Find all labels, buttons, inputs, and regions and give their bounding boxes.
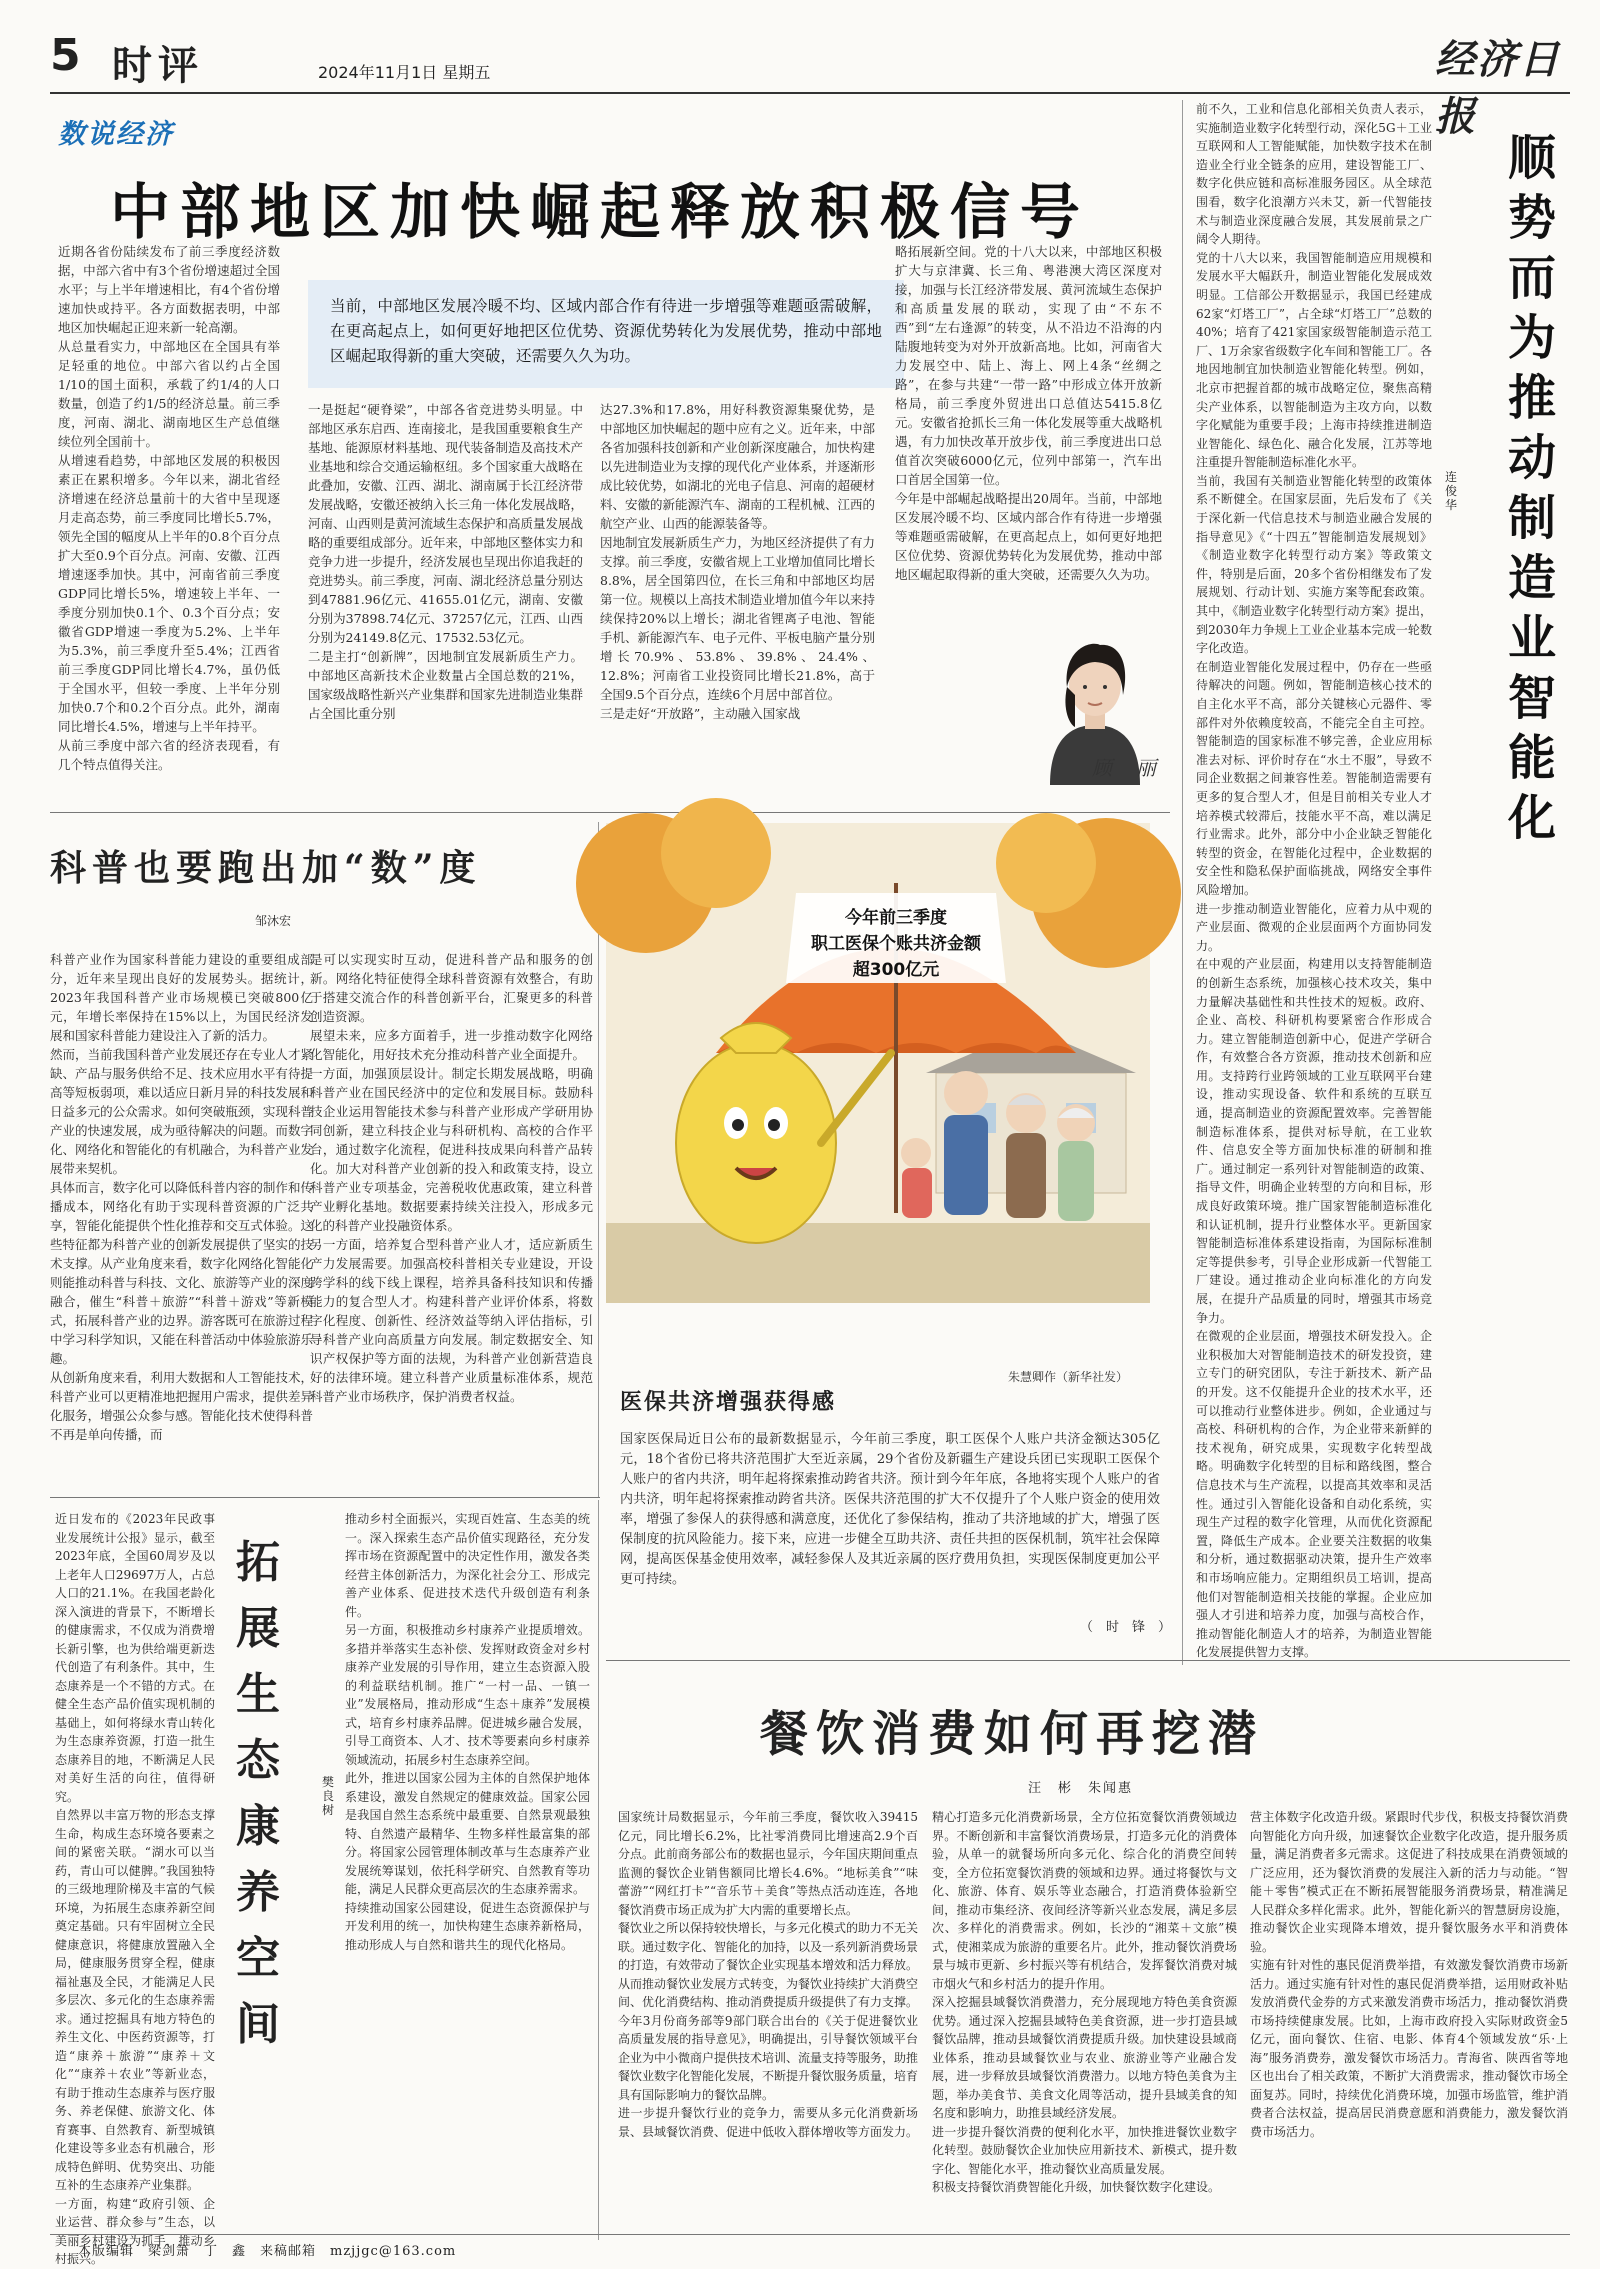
science-headline: 科普也要跑出加“数”度: [50, 847, 482, 889]
health-headline: 拓展生态康养空间: [236, 1537, 280, 2050]
footer-editors: 本版编辑 梁剑箫 丁 鑫 来稿邮箱 mzjjgc@163.com: [78, 2244, 457, 2259]
section-title: 时评: [112, 42, 204, 89]
science-author: 邹沐宏: [255, 914, 292, 928]
lead-signature: 顾 丽: [1092, 756, 1158, 780]
health-column-1: 近日发布的《2023年民政事业发展统计公报》显示，截至2023年底，全国60周岁及以上老年人口29697万人，占总人口的21.1%。在我国老龄化深入演进的背景下，不断增长的健康需求，不仅成为消费增长新引擎，也为供给端更新迭代创造了有利条件。其中，生态康养是一个不错的方式。在健全生态产品价值实现机制的基础上，如何将绿水青山转化为生态康养资源，打造一批生态康养目的地，不断满足人民对美好生活的向往，值得研究。 自然界以丰富万物的形态支撑生命，构成生态环境各要素之间的紧密关联。“湖水可以当药，青山可以健脾。”我国独特的三级地理阶梯及丰富的气候环境，为拓展生态康养新空间奠定基础。只有牢固树立全民健康意识，将健康放置融入全局，健康服务贯穿全程，健康福祉惠及全民，才能满足人民多层次、多元化的生态康养需求。通过挖掘具有地方特色的养生文化、中医药资源等，打造“康养＋旅游”“康养＋文化”“康养＋农业”等新业态，有助于推动生态康养与医疗服务、养老保健、旅游文化、体育赛事、自然教育、新型城镇化建设等多业态有机融合，形成特色鲜明、优势突出、功能互补的生态康养产业集群。 一方面，构建“政府引领、企业运营、群众参与”生态，以美丽乡村建设为抓手，推动乡村振兴。: [55, 1512, 215, 2266]
manufacturing-headline: 顺势而为推动制造业智能化: [1507, 130, 1556, 846]
section-divider: [606, 1660, 1570, 1661]
science-column-2: 是可以实现实时互动，促进科普产品和服务的创新。网络化特征使得全球科普资源有效整合，有助于搭建交流合作的科普创新平台，汇聚更多的科普创造资源。 展望未来，应多方面着手，进一步推动数字化网络化智能化，用好技术充分推动科普产业全面提升。 一方面，加强顶层设计。制定长期发展战略，明确科普产业在国民经济中的定位和发展目标。鼓励科技企业运用智能技术参与科普产业形成产学研用协同创新，建立科技企业与科研机构、高校的合作平台，通过数字化流程，促进科技成果向科普产品转化。加大对科普产业创新的投入和政策支持，设立科普产业专项基金，完善税收优惠政策，建立科普产业孵化基地。数据要素持续关注投入，形成多元化的科普产业投融资体系。 另一方面，培养复合型科普产业人才，适应新质生产力发展需要。加强高校科普相关专业建设，开设跨学科的线下线上课程，培养具备科技知识和传播能力的复合型人才。构建科普产业评价体系，将数字化程度、创新性、经济效益等纳入评估指标，引导科普产业向高质量方向发展。制定数据安全、知识产权保护等方面的法规，为科普产业创新营造良好的法律环境。建立科普产业质量标准体系，规范科普产业市场秩序，保护消费者权益。: [310, 952, 593, 1404]
science-column-1: 科普产业作为国家科普能力建设的重要组成部分，近年来呈现出良好的发展势头。据统计，2023年我国科普产业市场规模已突破800亿元，年增长率保持在15%以上，为国民经济发展和国家科普能力建设注入了新的活力。 然而，当前我国科普产业发展还存在专业人才紧缺、产品与服务供给不足、技术应用水平有待提高等短板弱项，难以适应日新月异的科技发展和日益多元的公众需求。如何突破瓶颈，实现科普产业的快速发展，成为亟待解决的问题。而数字化、网络化和智能化的有机融合，为科普产业发展带来契机。 具体而言，数字化可以降低科普内容的制作和传播成本，网络化有助于实现科普资源的广泛共享，智能化能提供个性化推荐和交互式体验。这些特征都为科普产业的创新发展提供了坚实的技术支撑。从产业角度来看，数字化网络化智能化则能推动科普与科技、文化、旅游等产业的深度融合，催生“科普＋旅游”“科普＋游戏”等新模式，拓展科普产业的边界。游客既可在旅游过程中学习科学知识，又能在科普活动中体验旅游乐趣。 从创新角度来看，利用大数据和人工智能技术，科普产业可以更精准地把握用户需求，提供差异化服务，增强公众参与感。智能化技术使得科普不再是单向传播，而: [50, 952, 313, 1442]
dining-column-2: 精心打造多元化消费新场景，全方位拓宽餐饮消费领域边界。不断创新和丰富餐饮消费场景，打造多元化的消费体验，从单一的就餐场所向多元化、综合化的消费空间转变，全方位拓宽餐饮消费的领域和边界。通过将餐饮与文化、旅游、体育、娱乐等业态融合，打造消费体验新空间，推动市集经济、夜间经济等新兴业态发展，满足多层次、多样化的消费需求。例如，长沙的“湘菜＋文旅”模式，使湘菜成为旅游的重要名片。此外，推动餐饮消费场景与城市更新、乡村振兴等有机结合，发挥餐饮消费对城市烟火气和乡村活力的提升作用。 深入挖掘县域餐饮消费潜力，充分展现地方特色美食资源优势。通过深入挖掘县域特色美食资源，进一步打造县域餐饮品牌，推动县域餐饮消费提质升级。加快建设县域商业体系，推动县域餐饮业与农业、旅游业等产业融合发展，进一步释放县域餐饮消费潜力。以地方特色美食为主题，举办美食节、美食文化周等活动，提升县域美食的知名度和影响力，助推县域经济发展。 进一步提升餐饮消费的便利化水平，加快推进餐饮业数字化转型。鼓励餐饮企业加快应用新技术、新模式，提升数字化、智能化水平，推动餐饮业高质量发展。 积极支持餐饮消费智能化升级，加快餐饮数字化建设。: [932, 1810, 1237, 2194]
insurance-headline: 医保共济增强获得感: [620, 1390, 837, 1415]
svg-text:职工医保个账共济金额: 职工医保个账共济金额: [811, 934, 981, 954]
lead-column-1: 近期各省份陆续发布了前三季度经济数据，中部六省中有3个省份增速超过全国水平；与上半年增速相比，有4个省份增速加快或持平。各方面数据表明，中部地区加快崛起正迎来新一轮高潮。 从总量看实力，中部地区在全国具有举足轻重的地位。中部六省以约占全国1/10的国土面积，承载了约1/4的人口数量，创造了约1/5的经济总量。前三季度，河南、湖北、湖南地区生产总值继续位列全国前十。 从增速看趋势，中部地区发展的积极因素正在累积增多。今年以来，湖北省经济增速在经济总量前十的大省中呈现逐月走高态势，前三季度同比增长5.7%，领先全国的幅度从上半年的0.8个百分点扩大至0.9个百分点。河南、安徽、江西增速逐季加快。其中，河南省前三季度GDP同比增长5%，增速较上半年、一季度分别加快0.1个、0.3个百分点；安徽省GDP增速一季度为5.2%、上半年为5.3%，前三季度升至5.4%；江西省前三季度GDP同比增长4.7%，虽仍低于全国水平，但较一季度、上半年分别加快0.7个和0.2个百分点。此外，湖南同比增长4.5%，增速与上半年持平。 从前三季度中部六省的经济表现看，有几个特点值得关注。: [58, 244, 280, 772]
footer-rule: [50, 2234, 1570, 2235]
column-divider: [1182, 100, 1183, 1665]
lead-column-3: 达27.3%和17.8%，用好科教资源集聚优势，是中部地区加快崛起的题中应有之义。近年来，中部各省加强科技创新和产业创新深度融合，加快构建以先进制造业为支撑的现代化产业体系，并逐渐形成比较优势，如湖北的光电子信息、河南的超硬材料、安徽的新能源汽车、湖南的工程机械、江西的航空产业、山西的能源装备等。 因地制宜发展新质生产力，为地区经济提供了有力支撑。前三季度，安徽省规上工业增加值同比增长8.8%，居全国第四位，在长三角和中部地区均居第一位。规模以上高技术制造业增加值今年以来持续保持20%以上增长；湖北省锂离子电池、智能手机、新能源汽车、电子元件、平板电脑产量分别增长70.9%、53.8%、39.8%、24.4%、12.8%；河南省工业投资同比增长21.8%，高于全国9.5个百分点，连续6个月居中部首位。 三是走好“开放路”，主动融入国家战: [600, 402, 876, 721]
section-divider: [50, 812, 1170, 813]
insurance-body: 国家医保局近日公布的最新数据显示，今年前三季度，职工医保个人账户共济金额达305亿元，18个省份已将共济范围扩大至近亲属，29个省份及新疆生产建设兵团已实现职工医保个人账户的省内共济，明年起将探索推动跨省共济。预计到今年年底，各地将实现个人账户的省内共济，明年起将探索推动跨省共济。医保共济范围的扩大不仅提升了个人账户资金的使用效率，增强了参保人的获得感和满意度，还优化了参保结构，推动了共济地域的扩大，增强了医保制度的抗风险能力。接下来，应进一步健全互助共济、责任共担的医保机制，筑牢社会保障网，提高医保基金使用效率，减轻参保人及其近亲属的医疗费用负担，实现医保制度更加公平更可持续。: [620, 1432, 1160, 1587]
cartoon-caption: 朱慧卿作（新华社发）: [1008, 1370, 1129, 1384]
manufacturing-author: 连俊华: [1444, 470, 1457, 512]
newspaper-masthead: 经济日报: [1435, 36, 1561, 140]
insurance-signature: （ 时 锋 ）: [1080, 1620, 1172, 1635]
column-divider: [598, 1500, 599, 2240]
svg-text:今年前三季度: 今年前三季度: [845, 908, 947, 928]
medical-insurance-cartoon: [606, 823, 1150, 1303]
manufacturing-body: 前不久，工业和信息化部相关负责人表示，实施制造业数字化转型行动，深化5G＋工业互联网和人工智能赋能，加快数字技术在制造业全行业全链条的应用，建设智能工厂、数字化供应链和高标准服务园区。从全球范围看，数字化浪潮方兴未艾，新一代智能技术与制造业深度融合发展，其发展前景之广阔令人期待。 党的十八大以来，我国智能制造应用规模和发展水平大幅跃升，制造业智能化发展成效明显。工信部公开数据显示，我国已经建成62家“灯塔工厂”，占全球“灯塔工厂”总数的40%；培育了421家国家级智能制造示范工厂、1万余家省级数字化车间和智能工厂。各地因地制宜加快制造业智能化转型。例如，北京市把握首都的城市战略定位，聚焦高精尖产业体系，以智能制造为主攻方向，以数字化赋能为重要手段；上海市持续推进制造业智能化、绿色化、融合化发展，江苏等地注重提升智能制造标准化水平。 当前，我国有关制造业智能化转型的政策体系不断健全。在国家层面，先后发布了《关于深化新一代信息技术与制造业融合发展的指导意见》《“十四五”智能制造发展规划》《制造业数字化转型行动方案》等政策文件，特别是后面，20多个省份相继发布了发展规划、行动计划、实施方案等配套政策。其中，《制造业数字化转型行动方案》提出，到2030年力争规上工业企业基本完成一轮数字化改造。 在制造业智能化发展过程中，仍存在一些亟待解决的问题。例如，智能制造核心技术的自主化水平不高，部分关键核心元器件、零部件对外依赖度较高，不能完全自主可控。智能制造的国家标准不够完善，企业应用标准去对标、评价时存在“水土不服”，导致不同企业数据之间兼容性差。智能制造需要有更多的复合型人才，但是目前相关专业人才培养模式较滞后，技能水平不高，难以满足行业需求。此外，部分中小企业缺乏智能化转型的资金，在智能化过程中，企业数据的安全性和隐私保护面临挑战，网络安全事件风险增加。 进一步推动制造业智能化，应着力从中观的产业层面、微观的企业层面两个方面协同发力。 在中观的产业层面，构建用以支持智能制造的创新生态系统，加强核心技术攻关，集中力量解决基础性和共性技术的短板。政府、企业、高校、科研机构要紧密合作形成合力。建立智能制造创新中心，促进产学研合作，有效整合各方资源，推动技术创新和应用。支持跨行业跨领域的工业互联网平台建设，推动实现设备、软件和系统的互联互通，提高制造业的资源配置效率。完善智能制造标准体系，提供对标导航，在工业软件、信息安全等方面加快标准的研制和推广。通过制定一系列针对智能制造的政策、指导文件，明确企业转型的方向和目标，形成良好政策环境。推广国家智能制造标准化和认证机制，提升行业整体水平。更新国家智能制造标准体系建设指南，为国际标准制定等提供参考，引导企业形成新一代智能工厂建设。通过推动企业向标准化的方向发展，在提升产品质量的同时，增强其市场竞争力。 在微观的企业层面，增强技术研发投入。企业积极加大对智能制造技术的研发投资，建立专门的研究团队，专注于新技术、新产品的开发。这不仅能提升企业的技术水平，还可以推动行业整体进步。例如，企业通过与高校、科研机构的合作，为企业带来新鲜的技术视角，研究成果，实现数字化转型战略。明确数字化转型的目标和路线图，整合信息技术与生产流程，以提高其效率和灵活性。通过引入智能化设备和自动化系统，实现生产过程的数字化管理，从而优化资源配置，降低生产成本。企业要关注数据的收集和分析，通过数据驱动决策，提升生产效率和市场响应能力。定期组织员工培训，提高他们对智能制造相关技能的掌握。企业应加强人才引进和培养力度，加强与高校合作，推动智能化制造人才的培养，为制造业智能化发展提供智力支撑。: [1196, 102, 1432, 1660]
dining-author: 汪 彬 朱闻惠: [1028, 1781, 1134, 1796]
health-author: 樊良树: [321, 1775, 334, 1817]
dining-column-1: 国家统计局数据显示，今年前三季度，餐饮收入39415亿元，同比增长6.2%，比社零消费同比增速高2.9个百分点。此前商务部公布的数据也显示，今年国庆期间重点监测的餐饮企业销售额同比增长4.6%。“地标美食”“味蕾游”“网红打卡”“音乐节＋美食”等热点活动连连，各地餐饮消费市场正成为扩大内需的重要增长点。 餐饮业之所以保持较快增长，与多元化模式的助力不无关联。通过数字化、智能化的加持，以及一系列新消费场景的打造，有效带动了餐饮企业实现基本增效和活力释放。从而推动餐饮业发展方式转变，为餐饮业持续扩大消费空间、优化消费结构、推动消费提质升级提供了有力支撑。今年3月份商务部等9部门联合出台的《关于促进餐饮业高质量发展的指导意见》，明确提出，引导餐饮领域平台企业为中小微商户提供技术培训、流量支持等服务，助推餐饮业数字化智能化发展，不断提升餐饮服务质量，培育具有国际影响力的餐饮品牌。 进一步提升餐饮行业的竞争力，需要从多元化消费新场景、县域餐饮消费、促进中低收入群体增收等方面发力。: [618, 1810, 919, 2139]
lead-headline: 中部地区加快崛起释放积极信号: [110, 178, 1090, 248]
health-column-2: 推动乡村全面振兴，实现百姓富、生态美的统一。深入探索生态产品价值实现路径，充分发挥市场在资源配置中的决定性作用，激发各类经营主体创新活力，为深化社会分工、形成完善产业体系、促进技术迭代升级创造有利条件。 另一方面，积极推动乡村康养产业提质增效。多措并举落实生态补偿、发挥财政资金对乡村康养产业发展的引导作用，建立生态资源入股的利益联结机制。推广“一村一品、一镇一业”发展格局，推动形成“生态＋康养”发展模式，培育乡村康养品牌。促进城乡融合发展，引导工商资本、人才、技术等要素向乡村康养领域流动，拓展乡村生态康养空间。 此外，推进以国家公园为主体的自然保护地体系建设，激发自然规定的健康效益。国家公园是我国自然生态系统中最重要、自然景观最独特、自然遗产最精华、生物多样性最富集的部分。将国家公园管理体制改革与生态康养产业发展统筹谋划，依托科学研究、自然教育等功能，满足人民群众更高层次的生态康养需求。 持续推动国家公园建设，促进生态资源保护与开发利用的统一，加快构建生态康养新格局，推动形成人与自然和谐共生的现代化格局。: [345, 1512, 590, 1952]
lead-column-2: 一是挺起“硬脊梁”，中部各省竞进势头明显。中部地区承东启西、连南接北，是我国重要粮食生产基地、能源原材料基地、现代装备制造及高技术产业基地和综合交通运输枢纽。多个国家重大战略在此叠加，安徽、江西、湖北、湖南属于长江经济带发展战略，安徽还被纳入长三角一体化发展战略，河南、山西则是黄河流域生态保护和高质量发展战略的重要组成部分。近年来，中部地区整体实力和竞争力进一步提升，经济发展也呈现出你追我赶的竞进势头。前三季度，河南、湖北经济总量分别达到47881.96亿元、41655.01亿元，湖南、安徽分别为37898.74亿元、37257亿元，江西、山西分别为24149.8亿元、17532.53亿元。 二是主打“创新牌”，因地制宜发展新质生产力。中部地区高新技术企业数量占全国总数的21%，国家级战略性新兴产业集群和国家先进制造业集群占全国比重分别: [308, 402, 584, 721]
page-number: 5: [50, 30, 81, 81]
issue-date: 2024年11月1日 星期五: [318, 63, 491, 82]
dining-column-3: 营主体数字化改造升级。紧跟时代步伐，积极支持餐饮消费向智能化方向升级，加速餐饮企业数字化改造，提升服务质量，满足消费者多元需求。这促进了科技成果在消费领域的广泛应用，还为餐饮消费的发展注入新的活力与动能。“智能＋零售”模式正在不断拓展智能服务消费场景，精准满足人民群众多样化需求。此外，智能化新兴的智慧厨房设施，推动餐饮企业实现降本增效，提升餐饮服务水平和消费体验。 实施有针对性的惠民促消费举措，有效激发餐饮消费市场新活力。通过实施有针对性的惠民促消费举措，运用财政补贴发放消费代金券的方式来激发消费市场活力，推动餐饮消费市场持续健康发展。比如，上海市政府投入实际财政资金5亿元，面向餐饮、住宿、电影、体育4个领域发放“乐·上海”服务消费券，激发餐饮市场活力。青海省、陕西省等地区也出台了相关政策，不断扩大消费需求，推动餐饮市场全面复苏。同时，持续优化消费环境，加强市场监管，维护消费者合法权益，提高居民消费意愿和消费能力，激发餐饮消费市场活力。: [1250, 1810, 1568, 2139]
column-badge: 数说经济: [58, 119, 174, 150]
dining-headline: 餐饮消费如何再挖潜: [760, 1706, 1265, 1762]
lead-summary: 当前，中部地区发展冷暖不均、区域内部合作有待进一步增强等难题亟需破解，在更高起点上，如何更好地把区位优势、资源优势转化为发展优势，推动中部地区崛起取得新的重大突破，还需要久久为功。: [308, 280, 904, 388]
header-rule: [50, 92, 1570, 94]
lead-column-4: 略拓展新空间。党的十八大以来，中部地区积极扩大与京津冀、长三角、粤港澳大湾区深度对接，加强与长江经济带发展、黄河流域生态保护和高质量发展的联动，实现了由“不东不西”到“左右逢源”的转变，从不沿边不沿海的内陆腹地转变为对外开放新高地。比如，河南省大力发展空中、陆上、海上、网上4条“丝绸之路”，在参与共建“一带一路”中形成立体开放新格局，前三季度外贸进出口总值达5415.8亿元。安徽省抢抓长三角一体化发展等重大战略机遇，有力加快改革开放步伐，前三季度进出口总值首次突破6000亿元，位列中部第一，汽车出口首居全国第一位。 今年是中部崛起战略提出20周年。当前，中部地区发展冷暖不均、区域内部合作有待进一步增强等难题亟需破解，在更高起点上，如何更好地把区位优势、资源优势转化为发展优势，推动中部地区崛起取得新的重大突破，还需要久久为功。: [895, 244, 1162, 582]
section-divider: [50, 1497, 600, 1498]
svg-text:超300亿元: 超300亿元: [852, 960, 940, 980]
